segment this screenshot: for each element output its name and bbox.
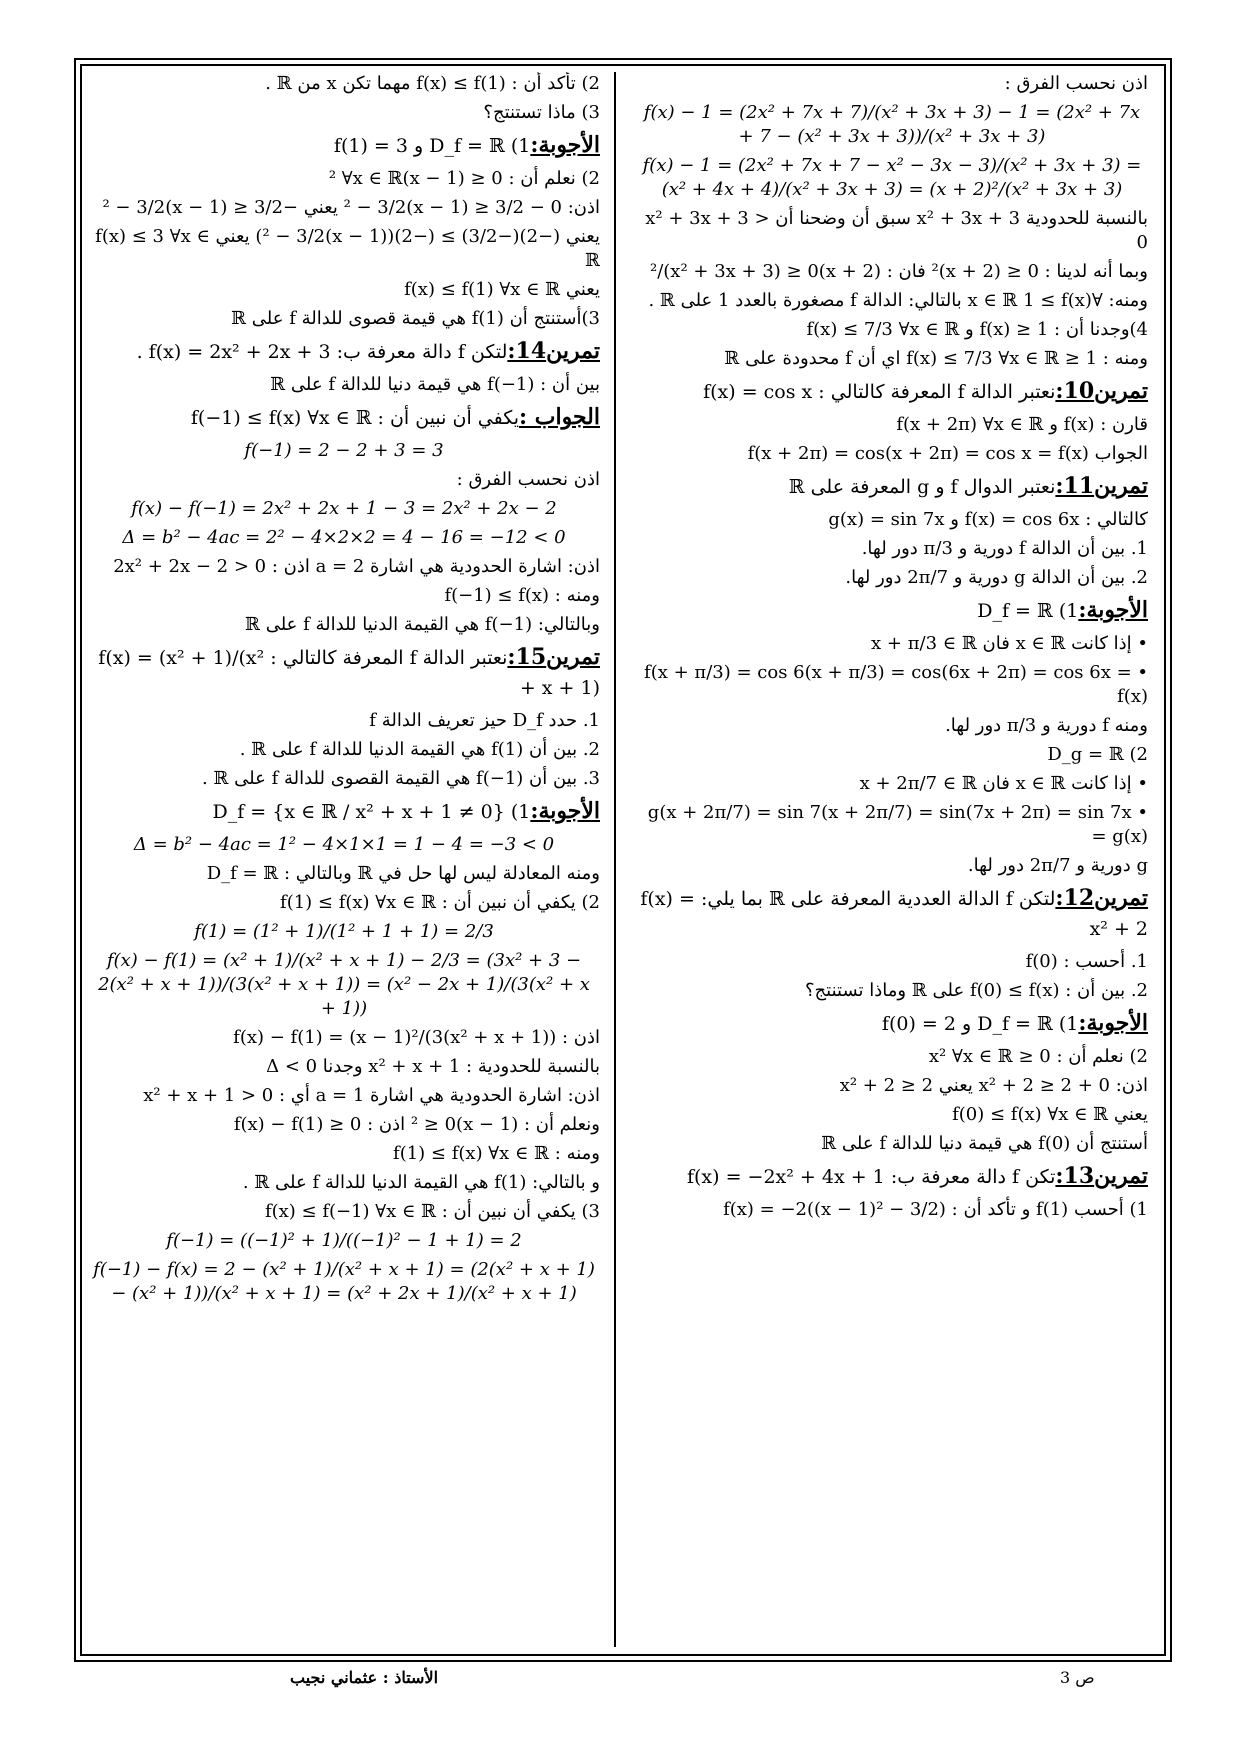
math-equation: f(−1) = 2 − 2 + 3 = 3	[244, 440, 444, 461]
text-line: ومنه : 1 ≤ f(x) ≤ 7/3 ∀x ∈ ℝ اي أن f محدودة على ℝ	[724, 348, 1148, 369]
math-equation: f(x) − f(1) = (x² + 1)/(x² + x + 1) − 2/3 = (3x² + 3 − 2(x² + x + 1))/(3(x² + x + 1)) = (x² − 2x + 1)/(3(x² + x + 1))	[98, 950, 590, 1019]
text-line: 2) D_g = ℝ	[1047, 744, 1148, 765]
author-name: الأستاذ : عثماني نجيب	[290, 1668, 439, 1687]
column-divider	[614, 72, 616, 1647]
text-line: 3)أستنتج أن f(1) هي قيمة قصوى للدالة f على ℝ	[231, 308, 600, 329]
text-line: وبما أنه لدينا : 0 ≤ (x + 2)² فان : (x + 2)²/(x² + 3x + 3) ≥ 0	[650, 261, 1148, 282]
text-line: 3) ماذا تستنتج؟	[483, 102, 600, 123]
heading-text: 1) D_f = {x ∈ ℝ / x² + x + 1 ≠ 0}	[212, 801, 531, 823]
heading-text: نعتبر الدالة f المعرفة كالتالي : f(x) = cos x	[703, 381, 1056, 403]
exercise-heading	[88, 130, 600, 161]
text-line: 2. بين أن الدالة g دورية و 2π/7 دور لها.	[845, 567, 1148, 588]
heading-title: تمرين14:	[507, 338, 600, 364]
heading-title: الأجوبة:	[530, 798, 600, 824]
text-line: اذن: اشارة الحدودية هي اشارة a = 2 اذن : 2x² + 2x − 2 > 0	[113, 556, 600, 577]
text-line: 1) أحسب f(1) و تأكد أن : f(x) = −2((x − 1)² − 3/2)	[723, 1199, 1148, 1220]
heading-title: تمرين11:	[1055, 473, 1148, 499]
math-equation: Δ = b² − 4ac = 1² − 4×1×1 = 1 − 4 = −3 < 0	[133, 834, 555, 855]
heading-title: الأجوبة:	[1078, 1010, 1148, 1036]
heading-title: تمرين13:	[1055, 1163, 1148, 1189]
page-number: ص 3	[1060, 1668, 1095, 1687]
heading-title: الجواب :	[519, 404, 600, 430]
text-line: • إذا كانت x ∈ ℝ فان x + π/3 ∈ ℝ	[636, 632, 1148, 656]
heading-text: نعتبر الدوال f و g المعرفة على ℝ	[788, 476, 1056, 498]
heading-text: 1) D_f = ℝ	[977, 600, 1079, 622]
text-line: g دورية و 2π/7 دور لها.	[967, 855, 1148, 876]
heading-text: يكفي أن نبين أن : f(−1) ≤ f(x) ∀x ∈ ℝ	[190, 407, 519, 429]
text-line: ومنه: ∀x ∈ ℝ 1 ≤ f(x) بالتالي: الدالة f مصغورة بالعدد 1 على ℝ .	[648, 290, 1148, 311]
text-line: اذن: 0 − 3/2 ≤ (x − 1)² − 3/2 يعني −3/2 ≤ (x − 1)² − 3/2	[102, 197, 600, 218]
math-equation: f(x) − 1 = (2x² + 7x + 7 − x² − 3x − 3)/(x² + 3x + 3) = (x² + 4x + 4)/(x² + 3x + 3) = (x + 2)²/(x² + 3x + 3)	[642, 155, 1142, 200]
text-line: ومنه : f(1) ≤ f(x) ∀x ∈ ℝ	[393, 1143, 600, 1164]
text-line: 2) نعلم أن : 0 ≤ x² ∀x ∈ ℝ	[928, 1046, 1148, 1067]
text-line: 1. أحسب : f(0)	[1025, 951, 1148, 972]
text-line: ونعلم أن : (x − 1)² ≥ 0 اذن : f(x) − f(1) ≥ 0	[233, 1114, 600, 1135]
text-line: 4)وجدنا أن : 1 ≤ f(x) و f(x) ≤ 7/3 ∀x ∈ ℝ	[806, 319, 1148, 340]
text-line: ومنه : f(−1) ≤ f(x)	[444, 585, 600, 606]
exercise-heading	[88, 402, 600, 433]
heading-text: لتكن f الدالة العددية المعرفة على ℝ بما يلي: f(x) = x² + 2	[640, 888, 1148, 940]
math-equation: f(1) = (1² + 1)/(1² + 1 + 1) = 2/3	[194, 921, 494, 942]
math-equation: f(−1) = ((−1)² + 1)/((−1)² − 1 + 1) = 2	[166, 1230, 522, 1251]
text-line: وبالتالي: f(−1) هي القيمة الدنيا للدالة f على ℝ	[245, 614, 600, 635]
right-column	[632, 72, 1152, 1647]
exercise-heading	[636, 1161, 1148, 1192]
heading-text: نعتبر الدالة f المعرفة كالتالي : f(x) = (x² + 1)/(x² + x + 1)	[98, 647, 600, 699]
text-line: اذن: اشارة الحدودية هي اشارة a = 1 أي : x² + x + 1 > 0	[143, 1085, 600, 1106]
heading-title: الأجوبة:	[530, 132, 600, 158]
text-line: 1. حدد D_f حيز تعريف الدالة f	[369, 710, 600, 731]
text-line: اذن: 0 + 2 ≤ x² + 2 يعني 2 ≤ x² + 2	[839, 1075, 1148, 1096]
text-line: يعني (−2)(−3/2) ≥ (−2)((x − 1)² − 3/2) يعني f(x) ≤ 3 ∀x ∈ ℝ	[95, 226, 600, 271]
exercise-heading	[636, 595, 1148, 626]
exercise-heading	[88, 796, 600, 827]
text-line: • إذا كانت x ∈ ℝ فان x + 2π/7 ∈ ℝ	[636, 772, 1148, 796]
exercise-heading	[636, 1008, 1148, 1039]
text-line: اذن : f(x) − f(1) = (x − 1)²/(3(x² + x + 1))	[233, 1027, 600, 1048]
text-line: يعني f(x) ≤ f(1) ∀x ∈ ℝ	[404, 279, 600, 300]
math-equation: f(x) − f(−1) = 2x² + 2x + 1 − 3 = 2x² + 2x − 2	[131, 498, 557, 519]
math-equation: f(x) − 1 = (2x² + 7x + 7)/(x² + 3x + 3) − 1 = (2x² + 7x + 7 − (x² + 3x + 3))/(x² + 3x + 3)	[643, 102, 1141, 147]
text-line: يعني f(0) ≤ f(x) ∀x ∈ ℝ	[952, 1104, 1148, 1125]
heading-title: الأجوبة:	[1078, 597, 1148, 623]
text-line: 2. بين أن : f(0) ≤ f(x) على ℝ وماذا تستنتج؟	[805, 980, 1148, 1001]
text-line: • f(x + π/3) = cos 6(x + π/3) = cos(6x + 2π) = cos 6x = f(x)	[636, 661, 1148, 709]
exercise-heading	[636, 883, 1148, 944]
text-line: الجواب f(x + 2π) = cos(x + 2π) = cos x = f(x)	[747, 443, 1148, 464]
left-column	[84, 72, 604, 1647]
text-line: ومنه المعادلة ليس لها حل في ℝ وبالتالي : D_f = ℝ	[206, 863, 600, 884]
text-line: اذن نحسب الفرق :	[1004, 73, 1148, 94]
math-equation: f(−1) − f(x) = 2 − (x² + 1)/(x² + x + 1) = (2(x² + x + 1) − (x² + 1))/(x² + x + 1) = (x² + 2x + 1)/(x² + x + 1)	[93, 1259, 595, 1304]
exercise-heading	[636, 471, 1148, 502]
text-line: بالنسبة للحدودية x² + 3x + 3 سبق أن وضحنا أن x² + 3x + 3 > 0	[645, 208, 1148, 253]
text-line: أستنتج أن f(0) هي قيمة دنيا للدالة f على ℝ	[821, 1133, 1148, 1154]
text-line: 2) يكفي أن نبين أن : f(1) ≤ f(x) ∀x ∈ ℝ	[280, 892, 600, 913]
text-line: بالنسبة للحدودية : x² + x + 1 وجدنا Δ < 0	[266, 1056, 600, 1077]
heading-text: تكن f دالة معرفة ب: f(x) = −2x² + 4x + 1	[686, 1166, 1056, 1188]
text-line: 2. بين أن f(1) هي القيمة الدنيا للدالة f على ℝ .	[239, 739, 600, 760]
text-line: بين أن : f(−1) هي قيمة دنيا للدالة f على ℝ	[270, 374, 600, 395]
text-line: 3) يكفي أن نبين أن : f(x) ≤ f(−1) ∀x ∈ ℝ	[264, 1201, 600, 1222]
math-equation: Δ = b² − 4ac = 2² − 4×2×2 = 4 − 16 = −12 < 0	[122, 527, 566, 548]
heading-title: تمرين12:	[1055, 885, 1148, 911]
text-line: 2) تأكد أن : f(x) ≤ f(1) مهما تكن x من ℝ .	[265, 73, 600, 94]
text-line: • g(x + 2π/7) = sin 7(x + 2π/7) = sin(7x + 2π) = sin 7x = g(x)	[636, 801, 1148, 849]
text-line: 2) نعلم أن : 0 ≤ (x − 1)² ∀x ∈ ℝ	[328, 168, 600, 189]
text-line: قارن : f(x) و f(x + 2π) ∀x ∈ ℝ	[896, 414, 1148, 435]
text-line: كالتالي : f(x) = cos 6x و g(x) = sin 7x	[828, 509, 1148, 530]
text-line: 1. بين أن الدالة f دورية و π/3 دور لها.	[861, 538, 1148, 559]
text-line: و بالتالي: f(1) هي القيمة الدنيا للدالة f على ℝ .	[242, 1172, 600, 1193]
heading-title: تمرين15:	[507, 644, 600, 670]
exercise-heading	[88, 336, 600, 367]
heading-text: لتكن f دالة معرفة ب: f(x) = 2x² + 2x + 3 .	[136, 341, 508, 363]
text-line: 3. بين أن f(−1) هي القيمة القصوى للدالة f على ℝ .	[201, 768, 600, 789]
text-line: اذن نحسب الفرق :	[456, 469, 600, 490]
text-line: ومنه f دورية و π/3 دور لها.	[945, 715, 1148, 736]
exercise-heading	[88, 642, 600, 703]
heading-text: 1) D_f = ℝ و f(0) = 2	[881, 1013, 1079, 1035]
heading-text: 1) D_f = ℝ و f(1) = 3	[333, 135, 531, 157]
heading-title: تمرين10:	[1055, 378, 1148, 404]
exercise-heading	[636, 376, 1148, 407]
